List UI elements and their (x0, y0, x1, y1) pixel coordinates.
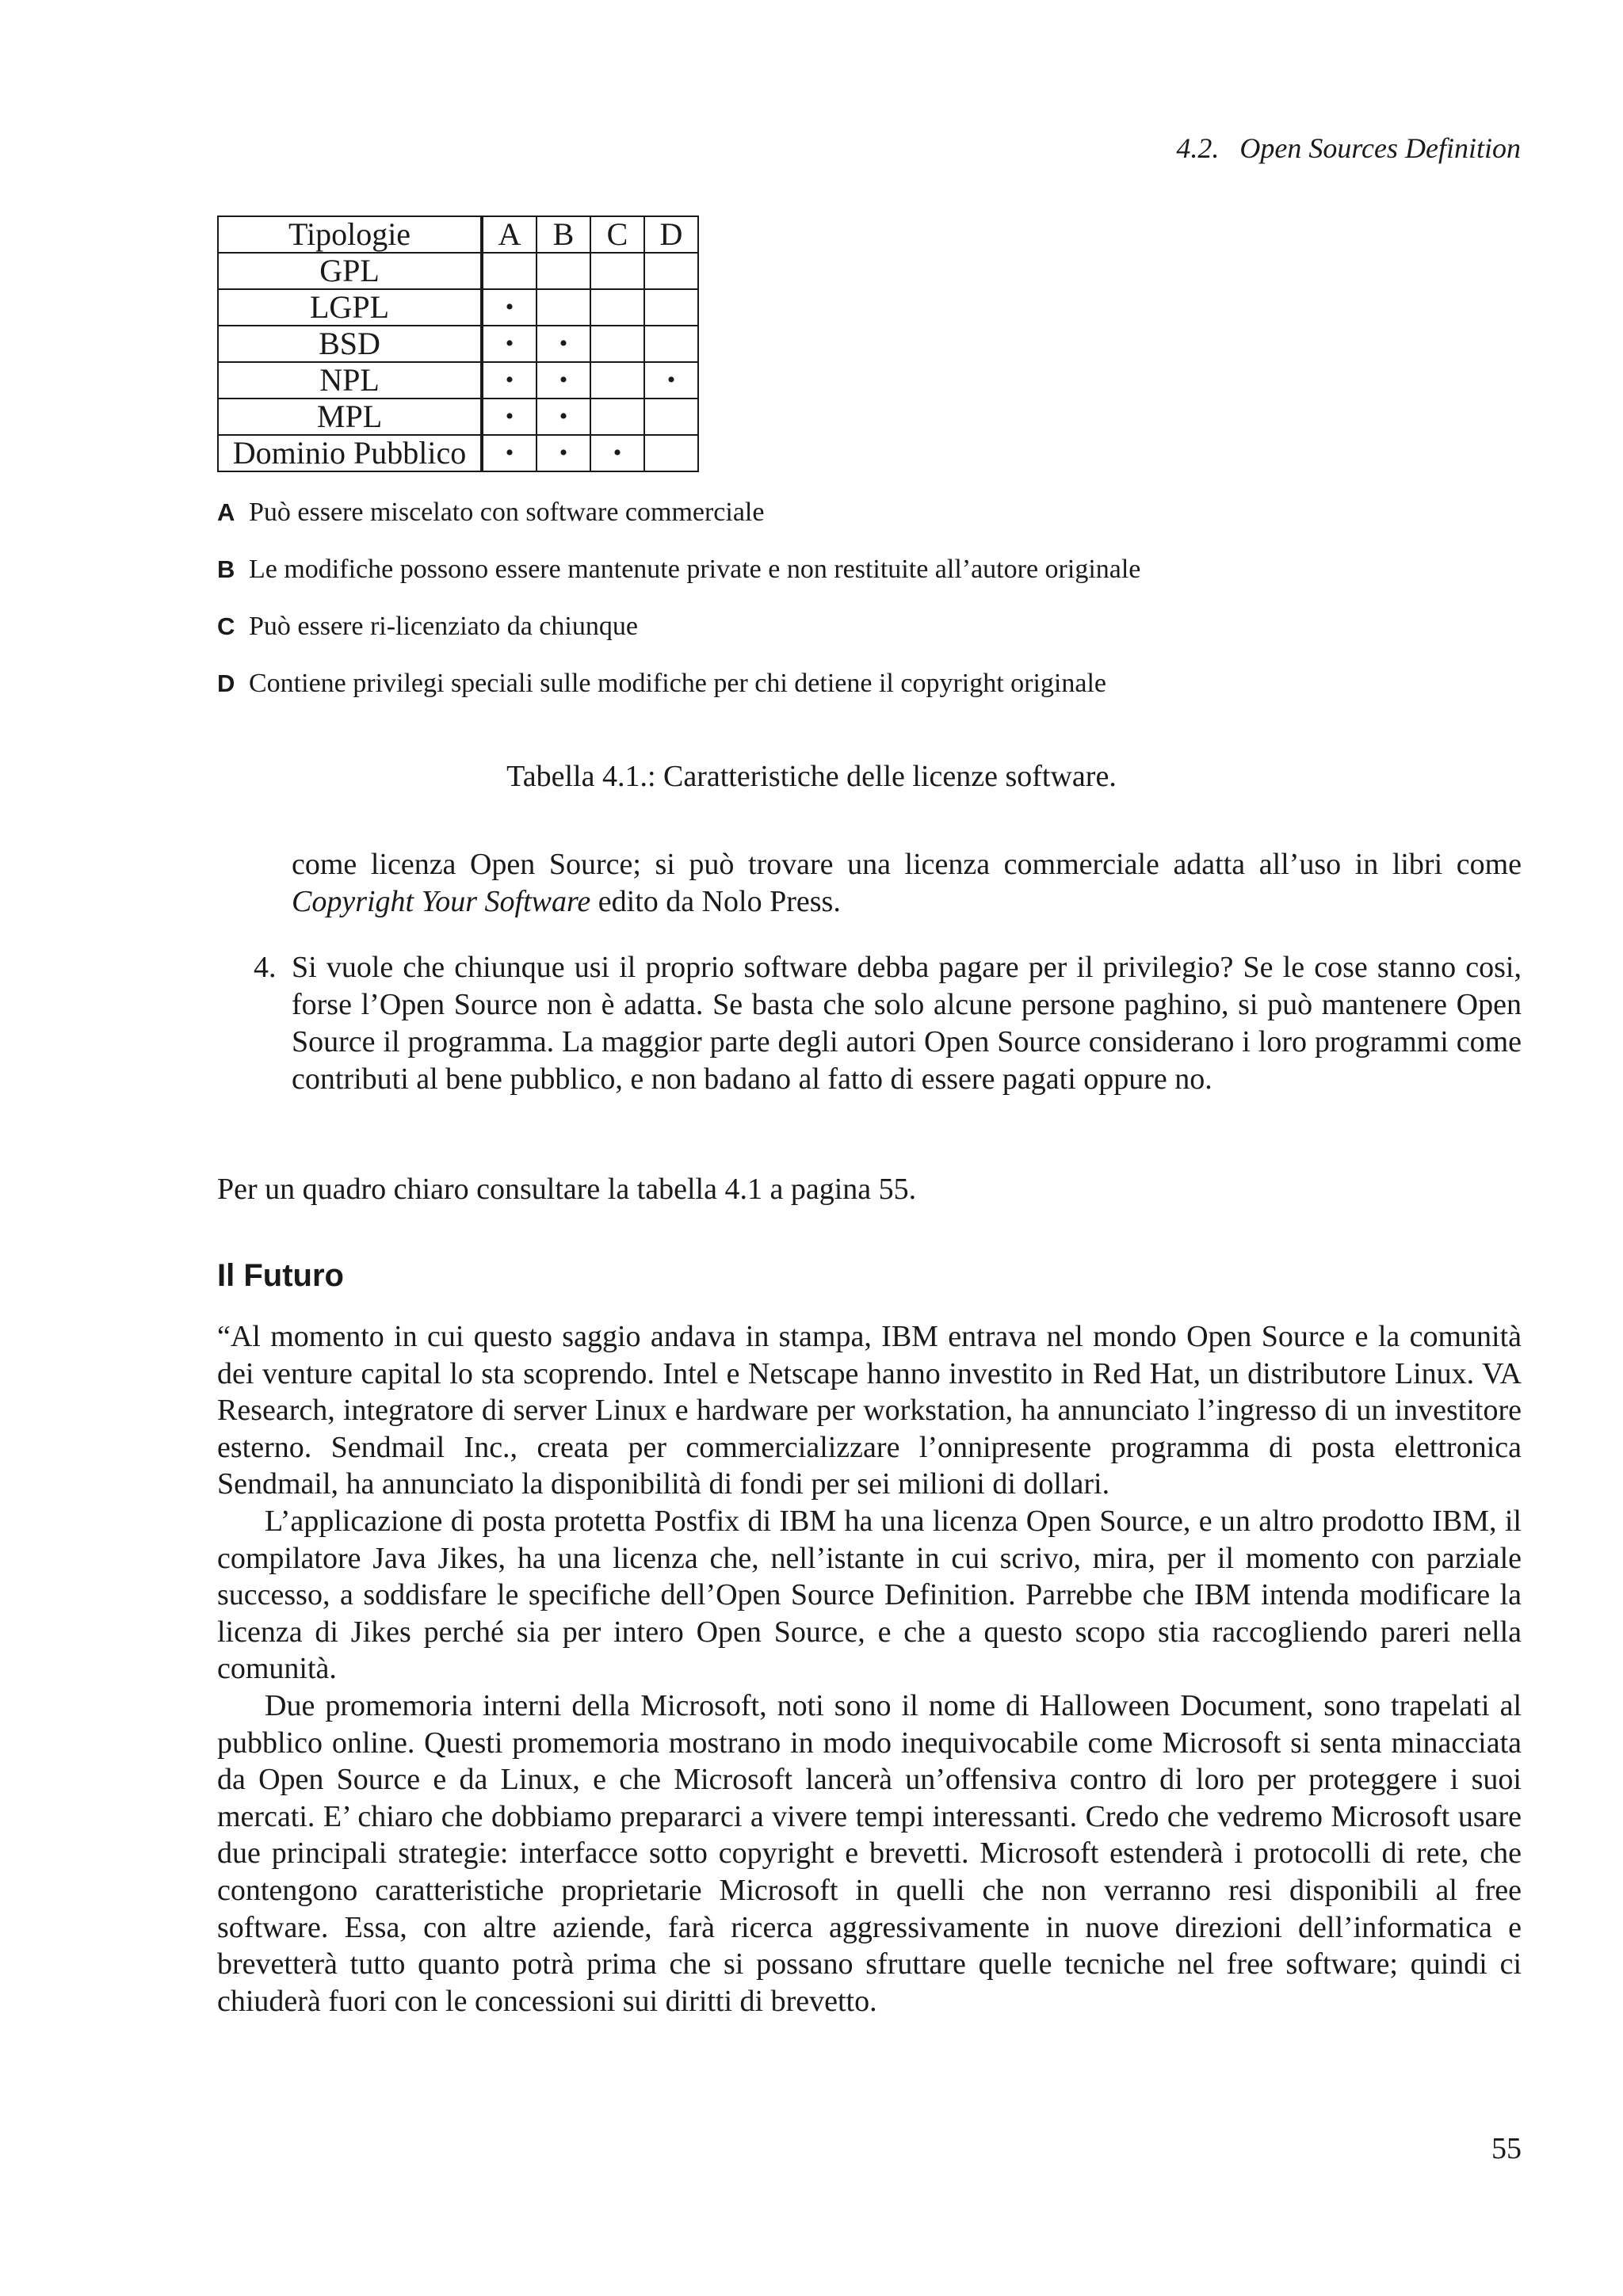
column-header-a: A (482, 216, 537, 253)
cell-c: • (590, 435, 644, 471)
cell-d (644, 253, 698, 289)
cell-b (537, 253, 590, 289)
paragraph: L’applicazione di posta protetta Postfix di IBM ha una licenza Open Source, e un altro prodotto IBM, il compilatore Java Jikes, ha una licenza che, nell’istante in cui scrivo, mira, per il momento con parziale successo, a soddisfare le specifiche dell’Open Source Definition. Parrebbe che IBM intenda modificare la licenza di Jikes perché sia per intero Open Source, e che a questo scopo stia raccogliendo pareri nella comunità. (217, 1504, 1522, 1686)
paragraph: Due promemoria interni della Microsoft, noti sono il nome di Halloween Document, sono trapelati al pubblico online. Questi promemoria mostrano in modo inequivocabile come Microsoft si senta minacciata da Open Source e da Linux, e che Microsoft lancerà un’offensiva contro di loro per proteggere i suoi mercati. E’ chiaro che dobbiamo prepararci a vivere tempi interessanti. Credo che vedremo Microsoft usare due principali strategie: interfacce sotto copyright e brevetti. Microsoft estenderà i protocolli di rete, che contengono caratteristiche proprietarie Microsoft in quelli che non verranno resi disponibili al free software. Essa, con altre aziende, farà ricerca aggressivamente in nuove direzioni dell’informatica e brevetterà tutto quanto potrà prima che si possano sfruttare quelle tecniche nel free software; quindi ci chiuderà fuori con le concessioni sui diritti di brevetto. (217, 1688, 1522, 2018)
cell-b (537, 289, 590, 326)
license-name: LGPL (218, 289, 482, 326)
cell-a: • (482, 289, 537, 326)
legend-text: Può essere miscelato con software commerciale (249, 498, 765, 527)
table-row (218, 362, 698, 399)
cell-b: • (537, 435, 590, 471)
cell-b: • (537, 399, 590, 435)
cell-d: • (644, 362, 698, 399)
legend-text: Le modifiche possono essere mantenute private e non restituite all’autore originale (249, 555, 1141, 584)
cell-c (590, 362, 644, 399)
legend-item (217, 498, 1564, 555)
cell-b: • (537, 362, 590, 399)
column-header-d: D (644, 216, 698, 253)
section-heading: Il Futuro (217, 1258, 344, 1293)
column-header-c: C (590, 216, 644, 253)
cell-d (644, 326, 698, 362)
cell-d (644, 289, 698, 326)
list-item-number: 4. (254, 951, 277, 984)
cell-a: • (482, 362, 537, 399)
column-header-tipologie: Tipologie (218, 216, 482, 253)
running-header (1176, 132, 1521, 165)
legend-key: D (217, 669, 235, 697)
cell-d (644, 399, 698, 435)
cell-c (590, 253, 644, 289)
table-legend (217, 498, 1564, 726)
license-name: Dominio Pubblico (218, 435, 482, 471)
cell-a (482, 253, 537, 289)
summary-paragraph: Per un quadro chiaro consultare la tabella 4.1 a pagina 55. (217, 1173, 917, 1206)
cell-c (590, 326, 644, 362)
table-caption: Tabella 4.1.: Caratteristiche delle licenze software. (506, 760, 1117, 793)
paragraph: “Al momento in cui questo saggio andava in stampa, IBM entrava nel mondo Open Source e la comunità dei venture capital lo sta scoprendo. Intel e Netscape hanno investito in Red Hat, un distributore Linux. VA Research, integratore di server Linux e hardware per workstation, ha annunciato l’ingresso di un investitore esterno. Sendmail Inc., creata per commercializzare l’onnipresente programma di posta elettronica Sendmail, ha annunciato la disponibilità di fondi per sei milioni di dollari. (217, 1320, 1522, 1501)
header-section-number: 4.2. (1176, 132, 1220, 164)
license-table-header-row (218, 216, 698, 253)
cell-a: • (482, 326, 537, 362)
section-body (217, 1318, 1522, 2019)
legend-key: A (217, 498, 235, 526)
continuation-text-before: come licenza Open Source; si può trovare una licenza commerciale adatta all’uso in libri come (292, 848, 1522, 881)
license-name: NPL (218, 362, 482, 399)
legend-item (217, 669, 1564, 726)
cell-c (590, 399, 644, 435)
license-name: MPL (218, 399, 482, 435)
legend-key: B (217, 555, 235, 583)
continuation-paragraph (292, 846, 1522, 921)
cell-c (590, 289, 644, 326)
cell-d (644, 435, 698, 471)
book-title: Copyright Your Software (292, 885, 591, 918)
table-row (218, 435, 698, 471)
legend-text: Contiene privilegi speciali sulle modifiche per chi detiene il copyright originale (249, 669, 1107, 698)
list-item (254, 949, 1522, 1098)
table-row (218, 253, 698, 289)
table-row (218, 399, 698, 435)
continuation-text-after: edito da Nolo Press. (590, 885, 841, 918)
legend-item (217, 612, 1564, 669)
license-name: BSD (218, 326, 482, 362)
page-number: 55 (1491, 2132, 1522, 2165)
cell-a: • (482, 399, 537, 435)
table-row (218, 289, 698, 326)
table-row (218, 326, 698, 362)
license-table (217, 215, 699, 472)
legend-text: Può essere ri-licenziato da chiunque (249, 612, 638, 641)
cell-b: • (537, 326, 590, 362)
column-header-b: B (537, 216, 590, 253)
legend-key: C (217, 612, 235, 640)
license-name: GPL (218, 253, 482, 289)
list-item-text: Si vuole che chiunque usi il proprio software debba pagare per il privilegio? Se le cose stanno cosi, forse l’Open Source non è adatta. Se basta che solo alcune persone paghino, si può mantenere Open Source il programma. La maggior parte degli autori Open Source considerano i loro programmi come contributi al bene pubblico, e non badano al fatto di essere pagati oppure no. (292, 951, 1522, 1096)
header-section-title: Open Sources Definition (1239, 132, 1521, 164)
legend-item (217, 555, 1564, 612)
cell-a: • (482, 435, 537, 471)
